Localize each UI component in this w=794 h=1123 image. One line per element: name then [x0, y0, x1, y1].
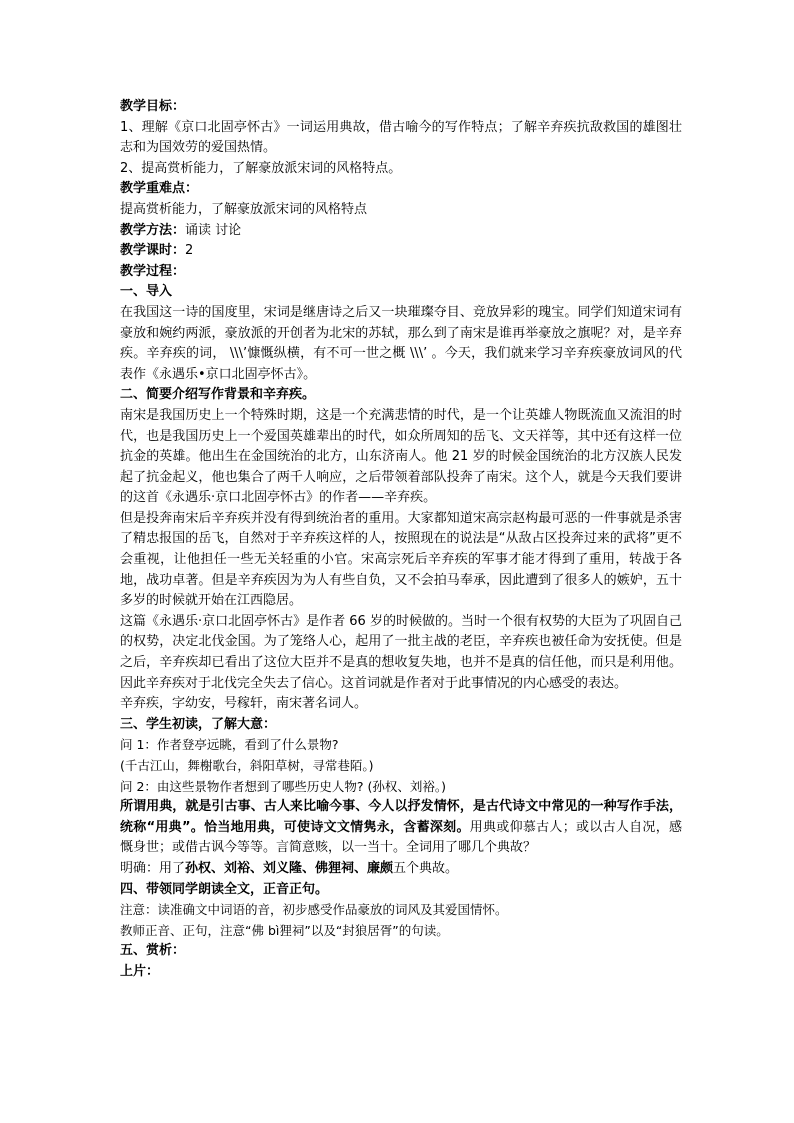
heading-objectives: 教学目标：	[120, 99, 186, 114]
section4-teacher: 教师正音、正句，注意“佛 bì狸祠”以及“封狼居胥”的句读。	[120, 922, 449, 938]
allusion-para	[120, 797, 682, 859]
upper-stanza-label: 上片：	[120, 963, 160, 979]
section3-title: 三、学生初读，了解大意：	[120, 716, 277, 732]
answer-tail: 五个典故。	[393, 860, 459, 876]
section2-para-1: 南宋是我国历史上一个特殊时期，这是一个充满悲情的时代，是一个让英雄人物既流血又流泪的时代，也是我国历史上一个爱国英雄辈出的时代，如众所周知的岳飞、文天祥等，其中还有这样一位抗金的英雄。他出生在金国统治的北方，山东济南人。他 21 岁的时候金国统治的北方汉族人民发起了抗金起义，他也集合了两千人响应，之后带领着部队投奔了南宋。这个人，就是今天我们要讲的这首《永遇乐·京口北固亭怀古》的作者——辛弃疾。	[120, 407, 682, 506]
section2-para-3: 这篇《永遇乐·京口北固亭怀古》是作者 66 岁的时候做的。当时一个很有权势的大臣为了巩固自己的权势，决定北伐金国。为了笼络人心，起用了一批主战的老臣，辛弃疾也被任命为安抚使。但是之后，辛弃疾却已看出了这位大臣并不是真的想收复失地，也并不是真的信任他，而只是利用他。因此辛弃疾对于北伐完全失去了信心。这首词就是作者对于此事情况的内心感受的表达。	[120, 613, 682, 691]
question-1: 问 1：作者登亭远眺，看到了什么景物?	[120, 737, 339, 753]
answer-allusions: 孙权、刘裕、刘义隆、佛狸祠、廉颇	[185, 860, 394, 876]
section1-para: 在我国这一诗的国度里，宋词是继唐诗之后又一块璀璨夺目、竞放异彩的瑰宝。同学们知道宋词有豪放和婉约两派，豪放派的开创者为北宋的苏轼，那么到了南宋是谁再举豪放之旗呢？对，是辛弃疾。辛弃疾的词， \\\’慷慨纵横，有不可一世之概 \\\’ 。今天，我们就来学习辛弃疾豪放词风的代表作《永遇乐•京口北固亭怀古》。	[120, 304, 682, 382]
answer-line	[120, 859, 682, 880]
allusion-rest: 用典或仰慕古人；或以古人自况，感慨身世；或借古讽今等等。言简意赅，以一当十。全词用了哪几个典故？	[120, 819, 682, 856]
hours-label: 教学课时：	[120, 243, 186, 259]
section1-title: 一、导入	[120, 284, 173, 300]
section5-title: 五、赏析：	[120, 943, 186, 959]
difficulty-text: 提高赏析能力，了解豪放派宋词的风格特点	[120, 201, 368, 217]
lesson-plan-page	[120, 97, 682, 983]
section2-title: 二、简要介绍写作背景和辛弃疾。	[120, 387, 316, 403]
section2-para-4: 辛弃疾，字幼安，号稼轩，南宋著名词人。	[120, 696, 368, 712]
hours-line	[120, 241, 682, 262]
objective-1: 1、理解《京口北固亭怀古》一词运用典故，借古喻今的写作特点；了解辛弃疾抗敌救国的雄图壮志和为国效劳的爱国热情。	[120, 119, 682, 156]
answer-label: 明确：用了	[120, 860, 186, 876]
method-value: 诵读 讨论	[185, 222, 242, 238]
heading-difficulty: 教学重难点：	[120, 181, 199, 197]
allusion-definition: 所谓用典，就是引古事、古人来比喻今事、今人以抒发情怀，是古代诗文中常见的一种写作手法，统称“用典”。恰当地用典，可使诗文文情隽永，含蓄深刻。	[120, 799, 682, 835]
section4-title: 四、带领同学朗读全文，正音正句。	[120, 881, 329, 897]
method-label: 教学方法：	[120, 222, 186, 238]
method-line	[120, 221, 682, 242]
section4-note: 注意：读准确文中词语的音，初步感受作品豪放的词风及其爱国情怀。	[120, 902, 508, 918]
objective-2: 2、提高赏析能力，了解豪放派宋词的风格特点。	[120, 160, 402, 176]
question-2: 问 2：由这些景物作者想到了哪些历史人物? (孙权、刘裕。)	[120, 778, 447, 794]
hours-value: 2	[185, 243, 194, 259]
heading-process: 教学过程：	[120, 263, 186, 279]
section2-para-2: 但是投奔南宋后辛弃疾并没有得到统治者的重用。大家都知道宋高宗赵构最可恶的一件事就是杀害了精忠报国的岳飞，自然对于辛弃疾这样的人，按照现在的说法是“从敌占区投奔过来的武将”更不会重视，让他担任一些无关轻重的小官。宋高宗死后辛弃疾的军事才能才得到了重用，转战于各地，战功卓著。但是辛弃疾因为为人有些自负，又不会拍马奉承，因此遭到了很多人的嫉妒，五十多岁的时候就开始在江西隐居。	[120, 510, 682, 609]
answer-1: (千古江山，舞榭歌台，斜阳草树，寻常巷陌。)	[120, 758, 374, 773]
